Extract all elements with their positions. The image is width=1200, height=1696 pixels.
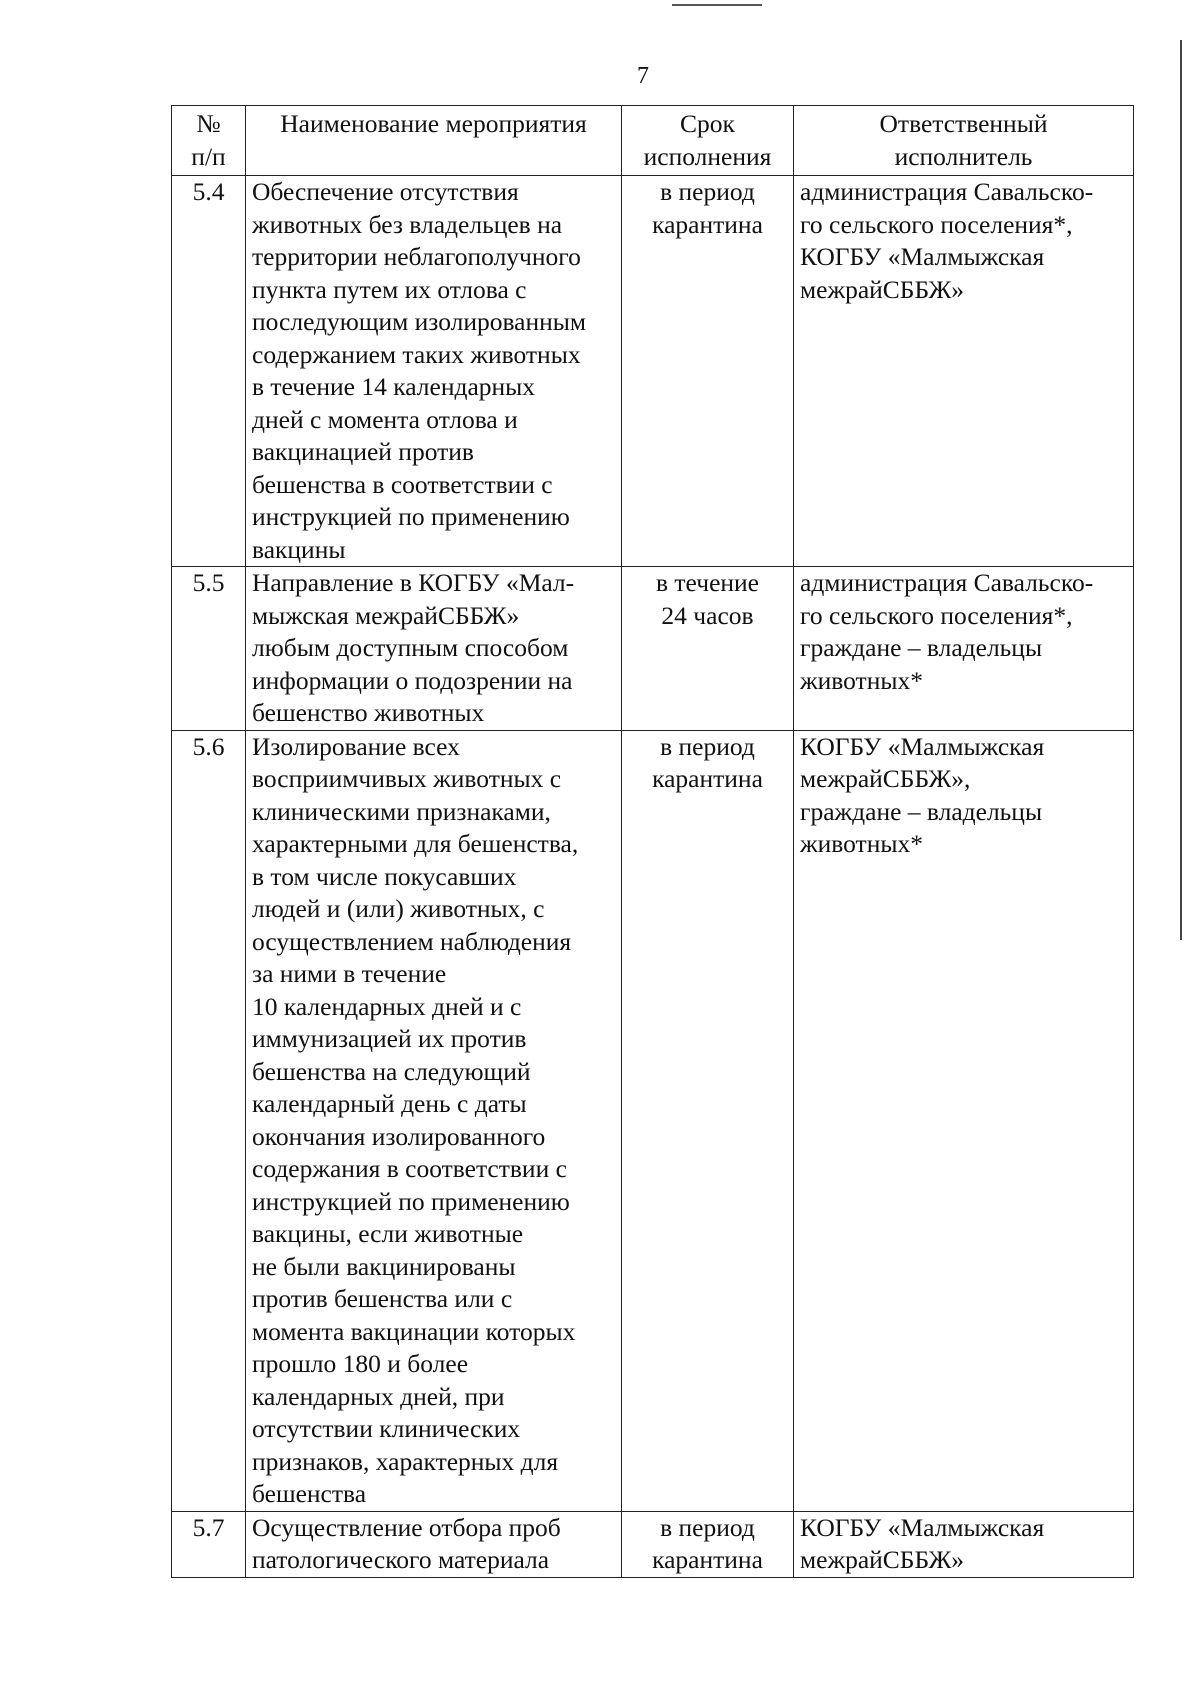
row-number: 5.7 [172, 1511, 246, 1577]
responsible [794, 176, 1134, 567]
text-line: людей и (или) животных, с [252, 894, 545, 923]
text-line: против бешенства или с [252, 1284, 513, 1313]
text-line: 24 часов [661, 600, 754, 630]
table-header-row [172, 106, 1134, 176]
text-line: территории неблагополучного [252, 242, 581, 271]
header-measure-name: Наименование мероприятия [246, 106, 622, 176]
text-line: патологического материала [252, 1545, 550, 1574]
text-line: вакцины [252, 534, 346, 564]
row-number: 5.4 [172, 176, 246, 567]
text-line: характерными для бешенства, [252, 829, 579, 858]
header-responsible: Ответственный исполнитель [794, 106, 1134, 176]
text-line: календарных дней, при [252, 1381, 505, 1411]
text-line: Изолирование всех [252, 731, 460, 761]
text-line: признаков, характерных для [252, 1446, 559, 1476]
text-line: содержанием таких животных [252, 339, 581, 369]
text-line: момента вакцинации которых [252, 1316, 576, 1346]
text-line: календарный день с даты [252, 1089, 527, 1118]
text-line: карантина [652, 209, 763, 239]
table-row [172, 567, 1134, 731]
text-line: граждане – владельцы [800, 796, 1043, 826]
text-line: вакцинацией против [252, 437, 474, 466]
header-deadline: Срок исполнения [622, 106, 794, 176]
text-line: окончания изолированного [252, 1121, 546, 1151]
table-row [172, 176, 1134, 567]
row-number: 5.5 [172, 567, 246, 731]
text-line: администрация Савальско- [800, 568, 1094, 597]
text-line: любым доступным способом [252, 633, 569, 662]
text-line: иммунизацией их против [252, 1024, 527, 1053]
text-line: Обеспечение отсутствия [252, 177, 519, 206]
scan-edge-line [1180, 40, 1182, 940]
text-line: прошло 180 и более [252, 1349, 469, 1378]
text-line: го сельского поселения*, [800, 600, 1073, 630]
text-line: в период [660, 177, 755, 206]
deadline [622, 176, 794, 567]
header-number: № п/п [172, 106, 246, 176]
text-line: инструкцией по применению [252, 1186, 570, 1216]
text-line: дней с момента отлова и [252, 404, 518, 434]
text-line: животных* [800, 829, 923, 858]
text-line: КОГБУ «Малмыжская [800, 242, 1045, 271]
text-line: карантина [652, 1545, 763, 1574]
row-number: 5.6 [172, 730, 246, 1511]
text-line: бешенства в соответствии с [252, 469, 553, 499]
text-line: граждане – владельцы [800, 633, 1043, 662]
text-line: 10 календарных дней и с [252, 991, 522, 1021]
text-line: животных без владельцев на [252, 209, 563, 239]
text-line: межрайСББЖ» [800, 274, 965, 304]
text-line: за ними в течение [252, 959, 447, 988]
text-line: бешенство животных [252, 698, 485, 727]
page-number: 7 [637, 63, 649, 89]
text-line: вакцины, если животные [252, 1219, 524, 1248]
measures-table [171, 105, 1134, 1578]
text-line: в течение [656, 568, 759, 597]
text-line: межрайСББЖ», [800, 764, 971, 793]
deadline [622, 567, 794, 731]
text-line: карантина [652, 764, 763, 793]
text-line: отсутствии клинических [252, 1414, 521, 1443]
text-line: мыжская межрайСББЖ» [252, 600, 520, 630]
text-line: Осуществление отбора проб [252, 1512, 561, 1542]
text-line: последующим изолированным [252, 307, 587, 336]
text-line: информации о подозрении на [252, 665, 573, 695]
text-line: содержания в соответствии с [252, 1154, 567, 1183]
text-line: администрация Савальско- [800, 177, 1094, 206]
text-line: в том числе покусавших [252, 861, 517, 891]
measure-name [246, 176, 622, 567]
text-line: инструкцией по применению [252, 502, 570, 531]
measure-name [246, 567, 622, 731]
text-line: го сельского поселения*, [800, 209, 1073, 239]
text-line: КОГБУ «Малмыжская [800, 731, 1045, 761]
responsible [794, 730, 1134, 1511]
text-line: бешенства на следующий [252, 1056, 531, 1086]
text-line: восприимчивых животных с [252, 764, 562, 793]
measure-name [246, 1511, 622, 1577]
text-line: пункта путем их отлова с [252, 274, 527, 304]
table-row [172, 730, 1134, 1511]
text-line: межрайСББЖ» [800, 1545, 965, 1574]
scan-artifact-line [672, 4, 762, 6]
measure-name [246, 730, 622, 1511]
table-row [172, 1511, 1134, 1577]
text-line: в период [660, 731, 755, 761]
text-line: КОГБУ «Малмыжская [800, 1512, 1045, 1542]
text-line: клиническими признаками, [252, 796, 551, 826]
text-line: в период [660, 1512, 755, 1542]
text-line: Направление в КОГБУ «Мал- [252, 568, 575, 597]
text-line: не были вакцинированы [252, 1251, 516, 1281]
text-line: животных* [800, 665, 923, 695]
deadline [622, 730, 794, 1511]
deadline [622, 1511, 794, 1577]
text-line: осуществлением наблюдения [252, 926, 572, 956]
responsible [794, 1511, 1134, 1577]
text-line: в течение 14 календарных [252, 372, 536, 401]
text-line: бешенства [252, 1479, 367, 1508]
responsible [794, 567, 1134, 731]
